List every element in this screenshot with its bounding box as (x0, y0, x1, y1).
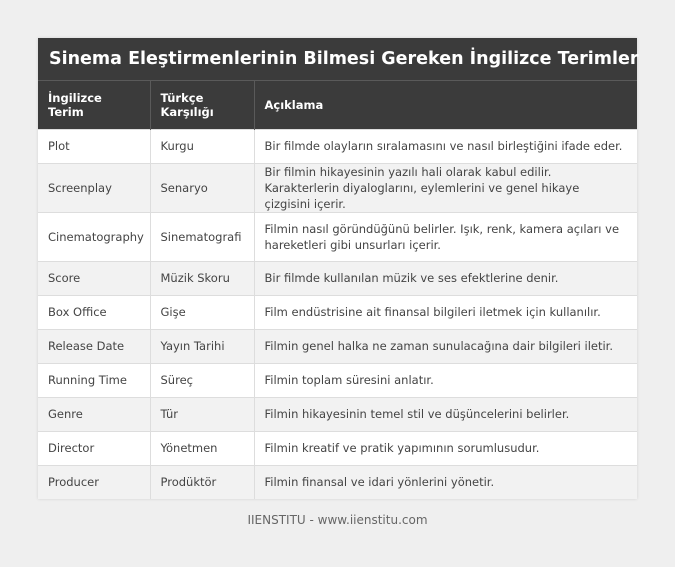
cell-english-term: Cinematography (38, 212, 150, 261)
cell-turkish-term: Kurgu (150, 129, 254, 163)
table-header-row (38, 81, 637, 129)
table-row (38, 397, 637, 431)
cell-description: Filmin toplam süresini anlatır. (254, 363, 637, 397)
cell-english-term: Director (38, 431, 150, 465)
cell-english-term: Screenplay (38, 163, 150, 212)
cell-turkish-term: Yönetmen (150, 431, 254, 465)
header-turkish-term: Türkçe Karşılığı (150, 81, 254, 129)
cell-english-term: Genre (38, 397, 150, 431)
table-title: Sinema Eleştirmenlerinin Bilmesi Gereken İngilizce Terimler (38, 38, 637, 81)
table-row (38, 212, 637, 261)
cell-turkish-term: Prodüktör (150, 465, 254, 499)
cell-turkish-term: Sinematografi (150, 212, 254, 261)
footer-credit: IIENSTITU - www.iienstitu.com (247, 513, 428, 527)
cell-description: Film endüstrisine ait finansal bilgileri iletmek için kullanılır. (254, 295, 637, 329)
cell-english-term: Release Date (38, 329, 150, 363)
cell-english-term: Producer (38, 465, 150, 499)
table-row (38, 163, 637, 212)
table-row (38, 329, 637, 363)
cell-turkish-term: Tür (150, 397, 254, 431)
table-row (38, 465, 637, 499)
header-english-term: İngilizce Terim (48, 90, 102, 119)
cell-description: Filmin finansal ve idari yönlerini yönetir. (254, 465, 637, 499)
cell-turkish-term: Gişe (150, 295, 254, 329)
terms-table (38, 81, 637, 499)
table-row (38, 363, 637, 397)
cell-description: Bir filmde kullanılan müzik ve ses efektlerine denir. (254, 261, 637, 295)
cell-english-term: Plot (38, 129, 150, 163)
cell-description: Filmin hikayesinin temel stil ve düşüncelerini belirler. (254, 397, 637, 431)
cell-description: Bir filmin hikayesinin yazılı hali olarak kabul edilir. Karakterlerin diyaloglarını, eylemlerini ve genel hikaye çizgisini içerir. (254, 163, 637, 212)
cell-english-term: Score (38, 261, 150, 295)
header-description: Açıklama (254, 81, 637, 129)
cell-english-term: Running Time (38, 363, 150, 397)
cell-turkish-term: Müzik Skoru (150, 261, 254, 295)
cell-description: Filmin genel halka ne zaman sunulacağına dair bilgileri iletir. (254, 329, 637, 363)
cell-description: Filmin kreatif ve pratik yapımının sorumlusudur. (254, 431, 637, 465)
cell-turkish-term: Yayın Tarihi (150, 329, 254, 363)
cell-turkish-term: Senaryo (150, 163, 254, 212)
cell-english-term: Box Office (38, 295, 150, 329)
terms-table-card (38, 38, 637, 499)
cell-description: Bir filmde olayların sıralamasını ve nasıl birleştiğini ifade eder. (254, 129, 637, 163)
cell-description: Filmin nasıl göründüğünü belirler. Işık, renk, kamera açıları ve hareketleri gibi unsurları içerir. (254, 212, 637, 261)
table-row (38, 129, 637, 163)
cell-turkish-term: Süreç (150, 363, 254, 397)
table-row (38, 295, 637, 329)
table-row (38, 261, 637, 295)
table-row (38, 431, 637, 465)
